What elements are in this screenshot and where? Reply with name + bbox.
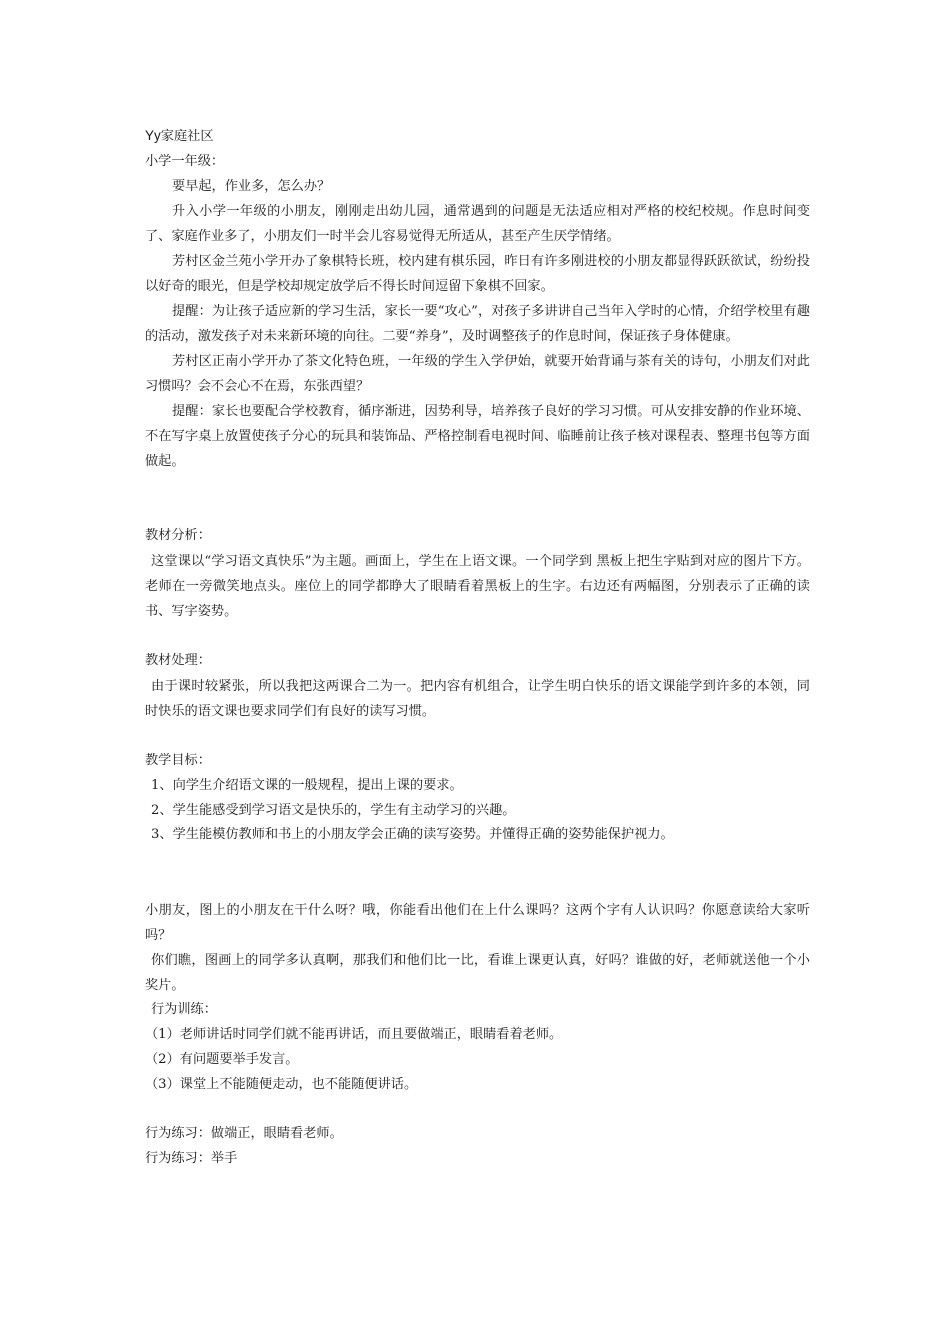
training-item: （3）课堂上不能随便走动，也不能随便讲话。 (145, 1076, 418, 1092)
spacer (145, 1097, 810, 1122)
header-title: 家庭社区 (160, 129, 214, 144)
question-heading: 要早起，作业多，怎么办？ (172, 178, 331, 194)
document-header (145, 124, 810, 150)
paragraph-2: 芳村区金兰苑小学开办了象棋特长班，校内建有棋乐园，昨日有许多刚进校的小朋友都显得跃跃欲试，纷纷投以好奇的眼光，但是学校却规定放学后不得长时间逗留下象棋不回家。 (145, 254, 810, 295)
training-title: 行为训练： (151, 1002, 217, 1018)
training-item: （1）老师讲话时同学们就不能再讲话，而且要做端正，眼睛看着老师。 (145, 1026, 563, 1042)
spacer (145, 624, 810, 649)
processing-title: 教材处理： (145, 653, 211, 669)
training-item: （2）有问题要举手发言。 (145, 1051, 299, 1067)
spacer (145, 724, 810, 749)
analysis-title: 教材分析： (145, 528, 211, 544)
goal-item: 1、向学生介绍语文课的一般规程，提出上课的要求。 (151, 777, 463, 793)
paragraph-5: 提醒：家长也要配合学校教育，循序渐进，因势利导，培养孩子良好的学习习惯。可从安排安静的作业环境、不在写字桌上放置使孩子分心的玩具和装饰品、严格控制看电视时间、临睡前让孩子核对课程表、整理书包等方面做起。 (145, 404, 810, 470)
processing-text: 由于课时较紧张，所以我把这两课合二为一。把内容有机组合，让学生明白快乐的语文课能学到许多的本领，同时快乐的语文课也要求同学们有良好的读写习惯。 (145, 678, 810, 719)
document-page (145, 124, 810, 1172)
question-paragraph: 小朋友，图上的小朋友在干什么呀？哦，你能看出他们在上什么课吗？这两个字有人认识吗？你愿意读给大家听吗？ (145, 903, 810, 944)
encourage-paragraph: 你们瞧，图画上的同学多认真啊，那我们和他们比一比，看谁上课更认真，好吗？谁做的好，老师就送他一个小奖片。 (145, 953, 810, 994)
paragraph-4: 芳村区正南小学开办了茶文化特色班，一年级的学生入学伊始，就要开始背诵与茶有关的诗句，小朋友们对此习惯吗？会不会心不在焉，东张西望？ (145, 354, 810, 395)
paragraph-3: 提醒：为让孩子适应新的学习生活，家长一要“攻心”，对孩子多讲讲自己当年入学时的心情，介绍学校里有趣的活动，激发孩子对未来新环境的向往。二要“养身”，及时调整孩子的作息时间，保证孩子身体健康。 (145, 304, 810, 345)
analysis-text: 这堂课以“学习语文真快乐”为主题。画面上，学生在上语文课。一个同学到 黑板上把生字贴到对应的图片下方。老师在一旁微笑地点头。座位上的同学都睁大了眼睛看着黑板上的生字。右边还有两幅图，分别表示了正确的读书、写字姿势。 (145, 554, 810, 620)
spacer (145, 848, 810, 898)
practice-line: 行为练习：做端正，眼睛看老师。 (145, 1126, 343, 1142)
spacer (145, 474, 810, 524)
grade-label: 小学一年级： (145, 153, 225, 169)
goal-item: 3、学生能模仿教师和书上的小朋友学会正确的读写姿势。并懂得正确的姿势能保护视力。 (151, 827, 674, 843)
goal-item: 2、学生能感受到学习语文是快乐的，学生有主动学习的兴趣。 (151, 802, 516, 818)
practice-line: 行为练习：举手 (145, 1151, 238, 1167)
goals-title: 教学目标： (145, 752, 211, 768)
header-prefix: Yy (145, 128, 161, 143)
paragraph-1: 升入小学一年级的小朋友，刚刚走出幼儿园，通常遇到的问题是无法适应相对严格的校纪校规。作息时间变了、家庭作业多了，小朋友们一时半会儿容易觉得无所适从，甚至产生厌学情绪。 (145, 204, 810, 245)
